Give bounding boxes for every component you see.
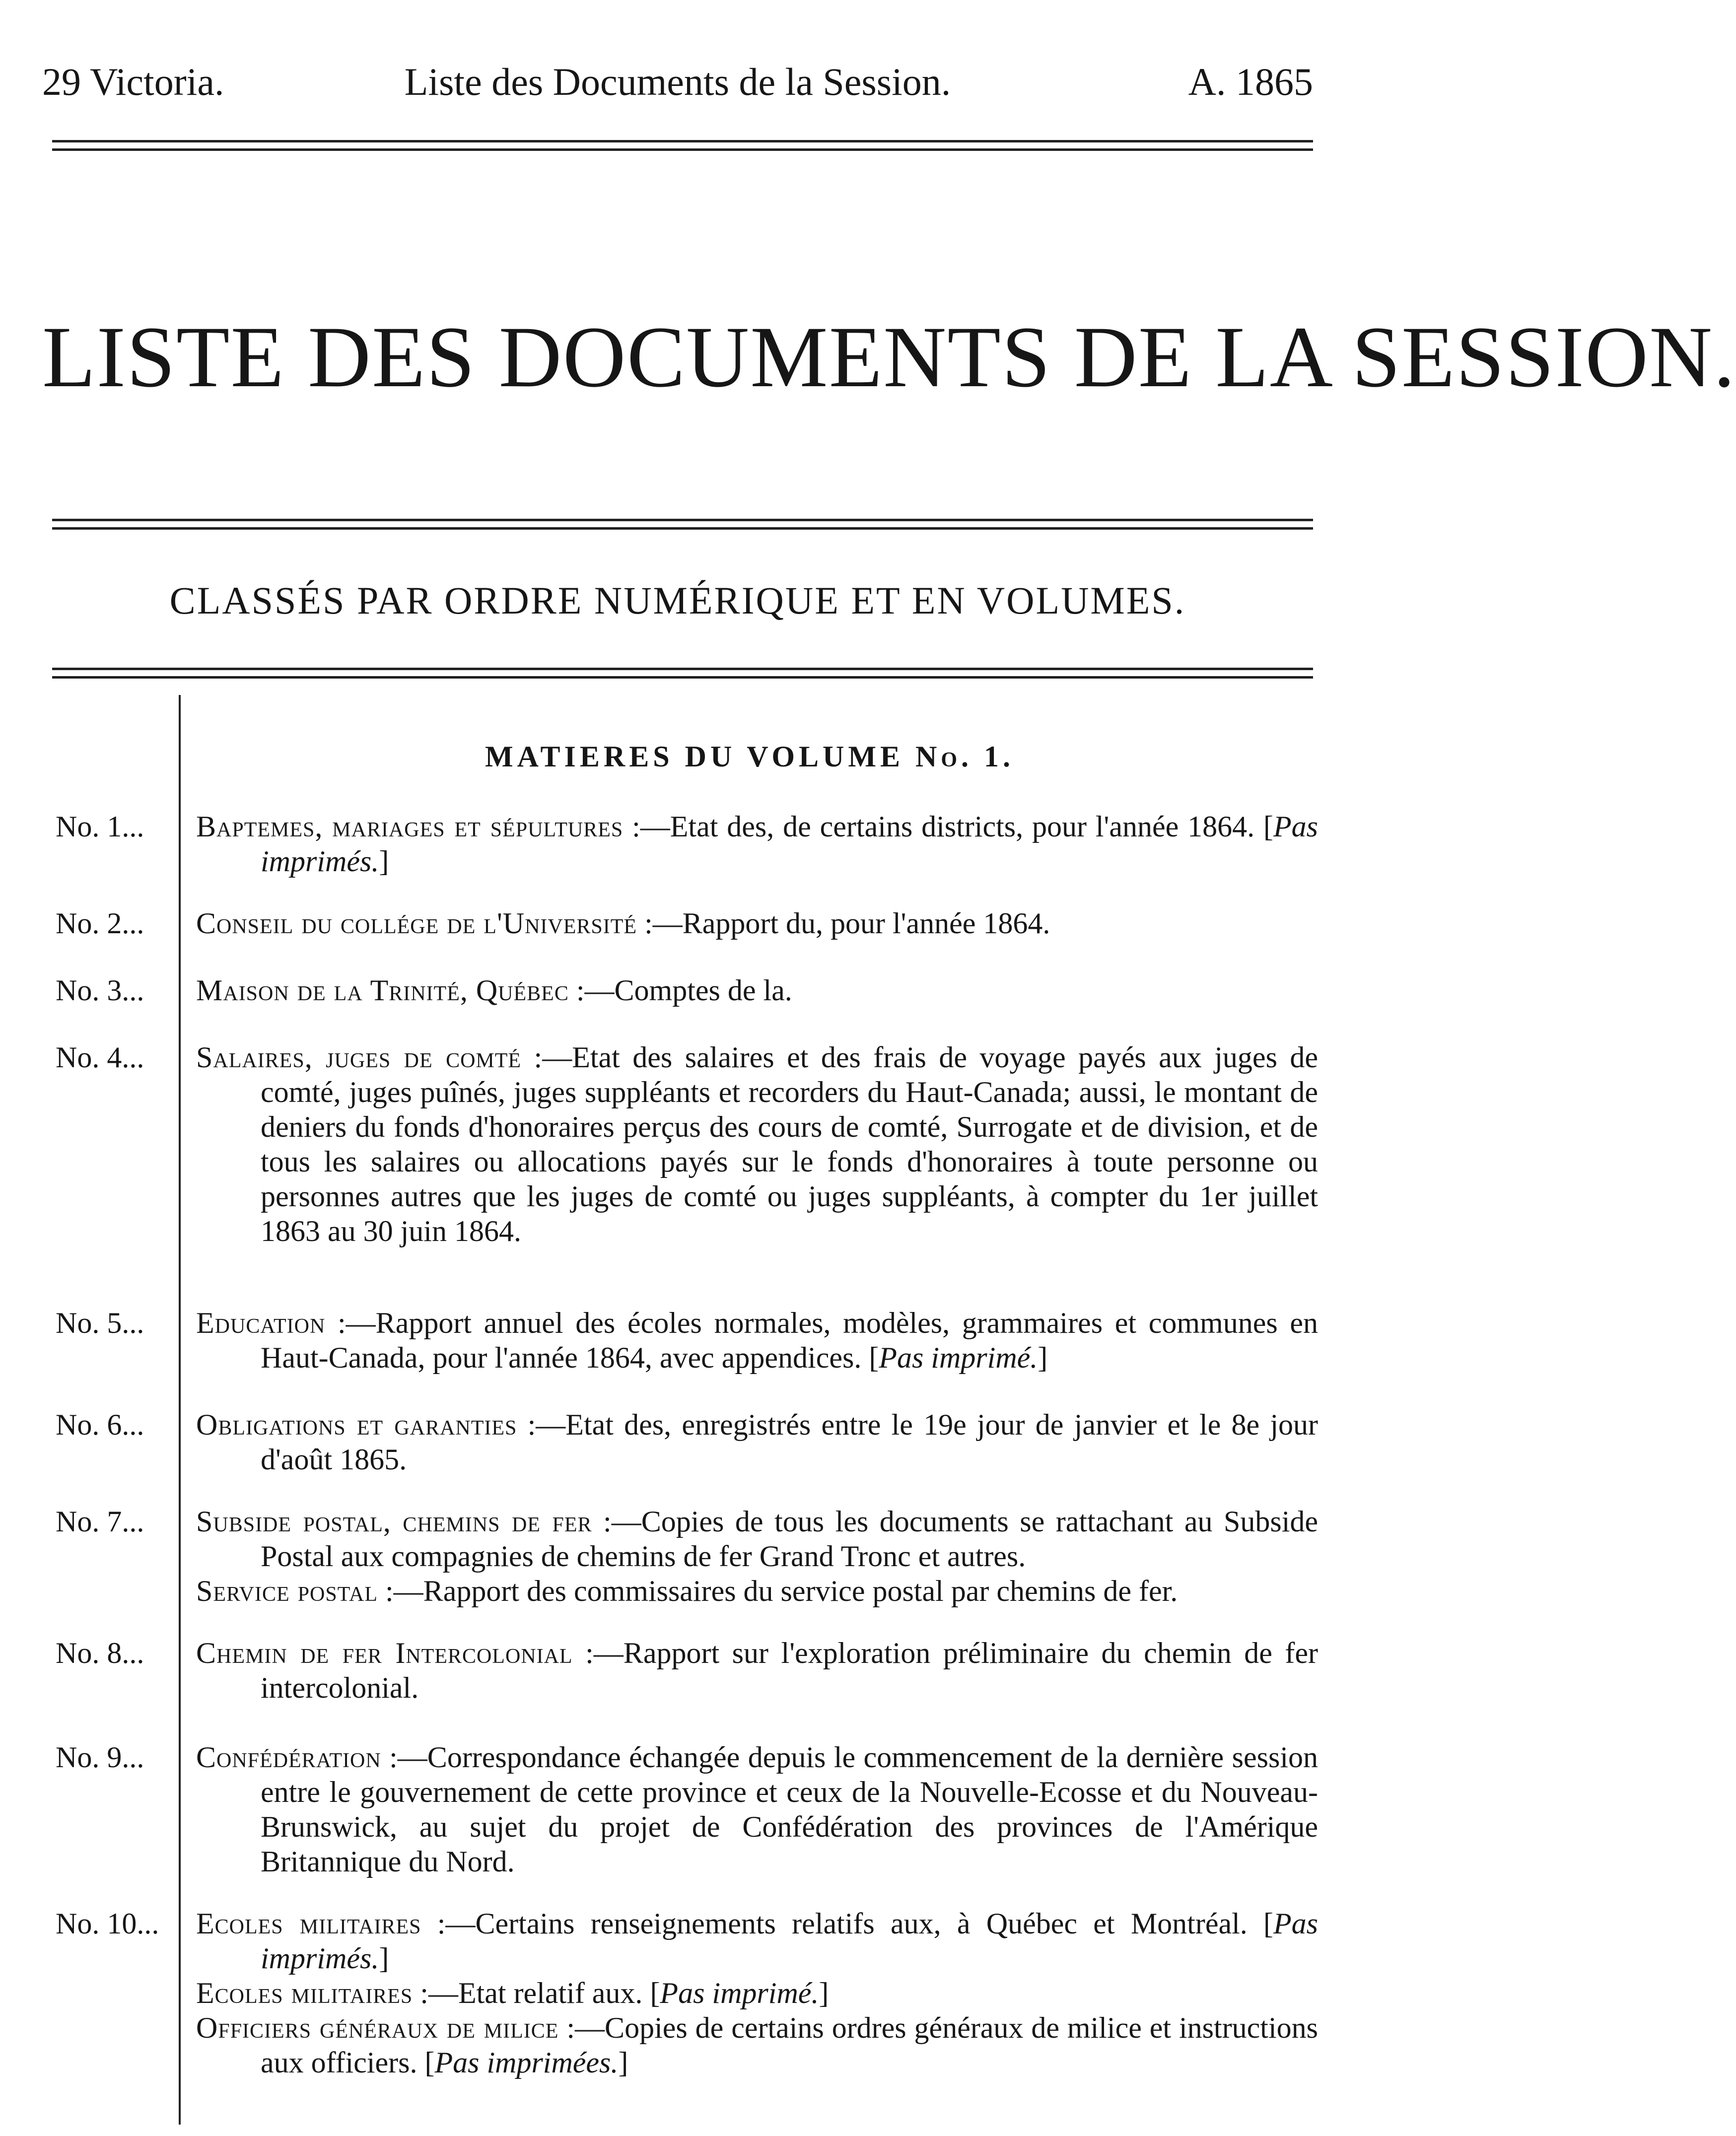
entry-body <box>196 1040 1318 1248</box>
entry-item <box>196 1740 1318 1879</box>
entry-item <box>196 1504 1318 1574</box>
entry-number: No. 9... <box>56 1741 144 1774</box>
print-status-note: Pas imprimés. <box>261 810 1318 878</box>
entry-number: No. 8... <box>56 1637 144 1669</box>
page-subtitle: CLASSÉS PAR ORDRE NUMÉRIQUE ET EN VOLUMES. <box>169 579 1186 622</box>
entry-subject: Chemin de fer Intercolonial <box>196 1637 573 1669</box>
entry-subject: Obligations et garanties <box>196 1408 517 1441</box>
entry-item <box>196 973 1318 1008</box>
entry-body <box>196 1906 1318 2080</box>
subtitle-rule <box>52 668 1313 679</box>
entry-description: :—Copies de tous les documents se rattachant au Subside Postal aux compagnies de chemins de fer Grand Tronc et autres. <box>261 1505 1318 1573</box>
entry-body <box>196 1636 1318 1705</box>
entry-number: No. 3... <box>56 974 144 1007</box>
entry-body <box>196 973 1318 1008</box>
page-title: LISTE DES DOCUMENTS DE LA SESSION. <box>42 309 1736 406</box>
entry-number: No. 2... <box>56 907 144 940</box>
entry-body <box>196 1504 1318 1608</box>
entry-subject: Salaires, juges de comté <box>196 1041 522 1074</box>
entry-subject: Maison de la Trinité, Québec <box>196 974 569 1007</box>
entry-item: Officiers généraux de milice :—Copies de certains ordres généraux de milice et instructions aux officiers. [Pas imprimées.] <box>196 2011 1318 2079</box>
entry-item <box>196 1636 1318 1705</box>
running-header <box>42 52 1313 112</box>
entry-item: Education :—Rapport annuel des écoles normales, modèles, grammaires et communes en Haut-Canada, pour l'année 1864, avec appendices. [Pas imprimé.] <box>196 1307 1318 1374</box>
entry-description: :—Etat des salaires et des frais de voyage payés aux juges de comté, juges puînés, juges suppléants et recorders du Haut-Canada; aussi, le montant de deniers du fonds d'honoraires perçus des cours de comté, Surrogate et de division, et de tous les salaires ou allocations payés sur le fonds d'honoraires à toute personne ou personnes autres que les juges de comté ou juges suppléants, à compter du 1er juillet 1863 au 30 juin 1864. <box>261 1041 1318 1247</box>
entry-body <box>196 809 1318 879</box>
entry-number: No. 10... <box>56 1907 159 1940</box>
entry-description: :—Certains renseignements relatifs aux, à Québec et Montréal. <box>421 1907 1248 1940</box>
print-status-note: Pas imprimés. <box>261 1907 1319 1975</box>
header-running-title: Liste des Documents de la Session. <box>404 60 951 103</box>
entry-item <box>196 1407 1318 1477</box>
entry-body <box>196 1740 1318 1879</box>
entry-subject: Confédération <box>196 1741 381 1774</box>
entry-body <box>196 1407 1318 1477</box>
entry-item <box>196 906 1318 941</box>
print-status-note: Pas imprimé. <box>660 1977 819 2009</box>
entry-subject: Education <box>196 1307 326 1339</box>
entry-item: Baptemes, mariages et sépultures :—Etat des, de certains districts, pour l'année 1864. [Pas imprimés.] <box>196 810 1318 878</box>
entry-number: No. 5... <box>56 1307 144 1339</box>
entry-description: :—Comptes de la. <box>568 974 792 1007</box>
entry-item: Ecoles militaires :—Etat relatif aux. [Pas imprimé.] <box>196 1977 829 2009</box>
entry-description: :—Rapport sur l'exploration préliminaire du chemin de fer intercolonial. <box>261 1637 1319 1704</box>
entry-number: No. 7... <box>56 1505 144 1538</box>
entry-item <box>196 1574 1318 1608</box>
entry-subject: Subside postal, chemins de fer <box>196 1505 592 1538</box>
print-status-note: Pas imprimé. <box>879 1341 1038 1374</box>
entry-subject: Officiers généraux de milice <box>196 2011 559 2044</box>
print-status-note: Pas imprimées. <box>434 2046 619 2079</box>
entry-description: :—Rapport du, pour l'année 1864. <box>637 907 1050 940</box>
entry-number: No. 6... <box>56 1408 144 1441</box>
entry-description: :—Etat relatif aux. <box>413 1977 643 2009</box>
entry-subject: Conseil du collége de l'Université <box>196 907 637 940</box>
entry-subject: Service postal <box>196 1575 378 1607</box>
entry-description: :—Rapport des commissaires du service postal par chemins de fer. <box>378 1575 1178 1607</box>
entry-description: :—Etat des, de certains districts, pour l'année 1864. <box>623 810 1255 843</box>
entry-body <box>196 1306 1318 1375</box>
volume-heading: MATIERES DU VOLUME No. 1. <box>485 740 1014 773</box>
entry-item: Ecoles militaires :—Certains renseignements relatifs aux, à Québec et Montréal. [Pas imprimés.] <box>196 1907 1319 1975</box>
header-session-year: A. 1865 <box>1188 60 1313 103</box>
entry-number: No. 1... <box>56 810 144 843</box>
entry-subject: Ecoles militaires <box>196 1977 413 2009</box>
entry-body <box>196 906 1318 941</box>
header-regnal-year: 29 Victoria. <box>42 60 224 103</box>
entry-description: :—Rapport annuel des écoles normales, modèles, grammaires et communes en Haut-Canada, pour l'année 1864, avec appendices. <box>261 1307 1318 1374</box>
entry-subject: Baptemes, mariages et sépultures <box>196 810 624 843</box>
column-rule <box>179 695 181 2125</box>
entry-description: :—Etat des, enregistrés entre le 19e jour de janvier et le 8e jour d'août 1865. <box>261 1408 1318 1476</box>
title-rule <box>52 519 1313 530</box>
header-rule <box>52 140 1313 151</box>
entry-description: :—Correspondance échangée depuis le commencement de la dernière session entre le gouvernement de cette province et ceux de la Nouvelle-Ecosse et du Nouveau-Brunswick, au sujet du projet de Confédération des provinces de l'Amérique Britannique du Nord. <box>261 1741 1318 1878</box>
entry-item <box>196 1040 1318 1248</box>
entry-subject: Ecoles militaires <box>196 1907 421 1940</box>
entry-number: No. 4... <box>56 1041 144 1074</box>
entry-description: :—Copies de certains ordres généraux de milice et instructions aux officiers. <box>261 2011 1318 2079</box>
